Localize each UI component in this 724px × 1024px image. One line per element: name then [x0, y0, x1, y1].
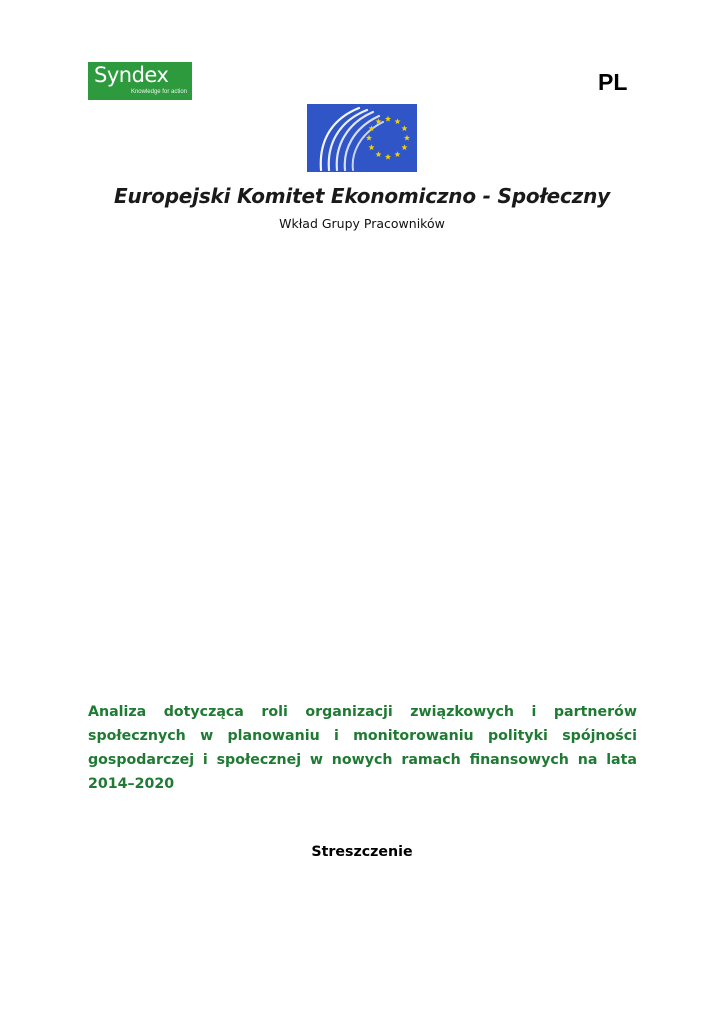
language-code: PL: [598, 69, 628, 95]
organization-title: Europejski Komitet Ekonomiczno - Społeczny: [113, 184, 610, 208]
syndex-logo-name: Syndex: [94, 63, 169, 87]
syndex-logo: [88, 62, 192, 100]
document-title: Analiza dotycząca roli organizacji związkowych i partnerów społecznych w planowaniu i monitorowaniu polityki spójności gospodarczej i społecznej w nowych ramach finansowych na lata 2014–2020: [88, 704, 637, 792]
syndex-logo-tagline: Knowledge for action: [130, 89, 187, 95]
eesc-logo: [307, 104, 417, 172]
organization-subtitle: Wkład Grupy Pracowników: [279, 216, 445, 231]
section-label: Streszczenie: [311, 844, 413, 860]
